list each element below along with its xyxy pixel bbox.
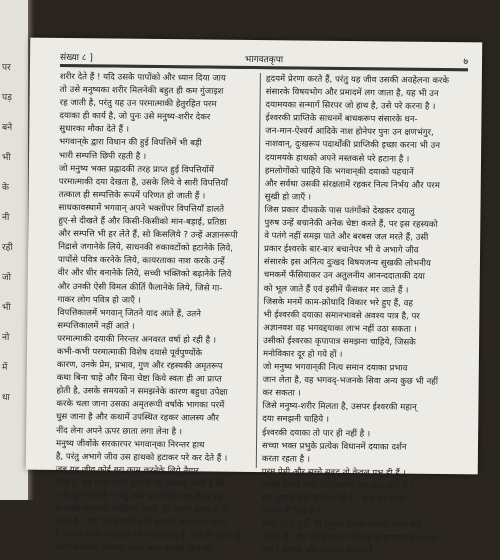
text-line: चमकमें फँसियाकर उन अतुलनीय आनन्ददाताकी दया — [263, 270, 425, 283]
text-line: साधकावस्थामें भगवान् अपने भक्तोंपर विपत्तियाँ डालते — [58, 202, 225, 215]
column-divider — [256, 73, 261, 468]
sliver-fragment: के — [2, 183, 9, 193]
text-line: उनकी दयामें न्याय और न्यायमें दया ओत-प्रोत है । — [261, 479, 414, 492]
text-line: सच्चा भक्त प्रभुके प्रत्येक विधानमें दयाका दर्शन — [261, 440, 407, 453]
text-line: भगवान्‌के द्वारा विधान की हुई विपत्तिमें भी बड़ी — [59, 137, 202, 149]
text-line: और सर्वथा उसकी संरक्षतामें रहकर नित्य निर्भय और परम — [264, 178, 440, 191]
text-line: परमात्माकी दया देखता है, उसके लिये वे सारी विपत्तियाँ — [58, 176, 228, 189]
magazine-title: भागवतकृपा — [244, 54, 284, 66]
book-page — [26, 38, 482, 557]
text-line: जान लेता है, वह भगवद्-भजनके सिवा अन्य कुछ भी नहीं — [262, 375, 439, 388]
text-line: शरीर देते हैं ! यदि उसके पापोंको और ध्यान दिया जाय — [59, 71, 226, 84]
text-line: जो मनुष्य भगवान्‌की नित्य समान दयाका प्रभाव — [262, 362, 408, 374]
text-line: लगाता है ! वह उसे ईश्वरका भेजा हुआ पुरस्कार समझकर — [261, 532, 438, 545]
text-line: रह जाती है, परंतु यह उन परमात्माकी हेतुरहित परम — [59, 98, 217, 110]
text-line: होती है, उसके समयको न समझनेके कारण बहुधा उपेक्षा — [56, 386, 228, 398]
sliver-fragment: नो — [2, 333, 10, 343]
sliver-fragment: धा — [2, 393, 10, 403]
sliver-fragment: बने — [2, 123, 13, 133]
text-line: है अथवा अपने भलाईकर जो उनका हाथ है, उसे परे हटाना है । — [55, 530, 247, 543]
text-line: पुरुष उन्हें बचानेकी अनेक चेष्टा करते हैं, पर इस रहस्यको — [264, 218, 438, 230]
text-line: उसीमें आनन्द और कल्याण मानता है । — [260, 545, 379, 557]
text-line: हुए-से दीखते हैं और किसी-किसीको मान-बड़ाई, प्रतिष्ठा — [58, 215, 227, 228]
text-line: सुधारका मौका देते हैं । — [59, 124, 130, 136]
text-line: कभी-कभी परमात्माकी विशेष दयासे पूर्वपुण्योंके — [56, 346, 203, 359]
text-line: पापोंसे पवित्र करनेके लिये, कायरताका नाश करके उन्हें — [57, 255, 225, 268]
text-line: जब यह जीव कोई बुरा काम करनेके लिये तैयार — [55, 464, 199, 477]
text-line: को भूल जाते हैं एवं इसीमें फँसकर मर जाते हैं । — [263, 283, 409, 296]
text-line: ' यह बुरा काम है ' परंतु काम या लोभके वश होकर वह — [55, 490, 223, 503]
text-line: समय-समयपर परमेश्वर उत्तम काम करनेके लिये भी — [54, 543, 212, 555]
text-line: गाकर लोग पवित्र हो जाएँ । — [57, 294, 141, 306]
text-line: नाशवान्, दुःखरूप पदार्थोंकी प्राप्तिकी इच्छा करना भी उन — [265, 139, 441, 152]
text-line: निद्रासे जगानेके लिये, साधनकी रुकावटोंको हटानेके लिये, — [58, 242, 234, 254]
text-line: भी ईश्वरकी दयाका समानभावसे अवश्य पात्र है, पर — [263, 309, 420, 322]
text-line: घुस जाना है और कथामें उपस्थित रहकर आलस्य और — [56, 412, 219, 425]
left-column — [55, 71, 256, 557]
text-line: हमलोगोंको चाहिये कि भगवान्‌की दयाको पहचानें — [264, 165, 414, 178]
right-column — [261, 73, 462, 559]
sliver-fragment: भी — [2, 303, 11, 313]
text-line: तत्काल ही सम्पत्तिके रूपमें परिणत हो जाती हैं । — [58, 189, 206, 202]
text-line: हृदयमें प्रेरणा करते हैं, परंतु यह जीव उसकी अवहेलना करके — [265, 74, 450, 87]
text-line: ईश्वरकी आज्ञाकी अवहेलना करके बुरे काममें प्रवृत्त हो ही — [55, 504, 229, 516]
text-line: विपत्तिकालमें भगवान् जितने याद आते हैं, उतने — [57, 307, 201, 320]
text-line: होता है, तब प्रायः उसके हृदयमें यह आवाज आती है कि — [55, 477, 225, 490]
text-line: परम प्रेमी और सच्चे सुहृद् तो केवल प्रभु ही हैं । — [261, 466, 406, 479]
sliver-fragment: पड़ — [2, 93, 12, 103]
text-line: दयाका ही कार्य है, जो पुनः उसे मनुष्य-शरीर देकर — [59, 111, 211, 123]
page-number: ७ — [463, 57, 469, 68]
text-line: कारण, उनके प्रेम, प्रभाव, गुण और रहस्यकी अमृतरूप — [56, 360, 223, 372]
text-line: जिसके मनमें काम-क्रोधादि विकार भरे हुए हैं, वह — [263, 296, 413, 309]
text-line: और उनकी ऐसी विमल कीर्ति फैलानेके लिये, जिसे गा- — [57, 281, 223, 294]
text-line: वे पतंगे नहीं समझ पाते और बरबस जल मरते हैं, उसी — [264, 231, 429, 243]
text-line: करता रहता है । — [261, 453, 311, 465]
text-line: मनोविकार दूर हो गये हों । — [262, 349, 343, 360]
text-line: जन-मान-ऐश्वर्य आदिके नाश होनेपर पुनः उन क्षणभंगुर, — [265, 126, 434, 139]
sliver-fragment: रही — [2, 243, 13, 253]
text-line: और सम्पत्ति भी हर लेते हैं, सो किसलिये ? उन्हें अज्ञानरूपी — [58, 229, 238, 241]
text-line: नींद लेना अपने ऊपर छाता लगा लेना है । — [56, 425, 183, 437]
sliver-fragment: नी — [2, 213, 10, 223]
text-line: सुखी हो जाएँ । — [264, 191, 312, 203]
text-line: वीर और धीर बनानेके लिये, सच्ची भक्तिको बढ़ानेके लिये — [57, 268, 232, 281]
text-line: दयामयके हाथको अपने मस्तकसे परे हटाना है । — [264, 152, 410, 165]
sliver-fragment: भी — [2, 153, 11, 163]
text-line: भक्त तो मृत्युको भी प्रभुका प्रसाद मानकर प्रेमसे गले — [261, 519, 421, 531]
text-line: जो मनुष्य भक्त प्रह्लादकी तरह प्राप्त हुई विपत्तियोंमें — [58, 163, 214, 176]
text-line: भारी सम्पत्ति छिपी रहती है । — [58, 150, 147, 162]
text-line: मनुष्य जीवोंके सरकारपर भगवान्‌का निरन्तर हाथ — [55, 438, 205, 451]
text-line: संसारके विषयभोग और प्रमादमें लग जाता है, यह भी उन — [265, 87, 439, 100]
text-line: परमात्माकी दयाकी निरन्तर अनवरत वर्षा हो रही है । — [57, 333, 217, 346]
sliver-fragment: जो — [2, 273, 12, 283]
text-line: जिस प्रकार दीपकके पास पतंगोंको देखकर दयालु — [264, 205, 415, 217]
text-line: ईश्वरकी प्राप्तिके साधनमें बाधकरूप संसारके धन- — [265, 113, 418, 125]
text-line: है, परंतु अभागे जीव उस हाथको हटाकर परे कर देते हैं । — [55, 451, 228, 464]
text-line: करके चला जाना उसका अमृतरूपी वर्षाके भागका परमें — [56, 399, 225, 412]
text-line: ईश्वरकी दयाका तो पार ही नहीं है । — [262, 427, 371, 439]
text-line: कथा बिना चाहे और बिना चेष्टा किये स्वतः ही आ प्राप्त — [56, 373, 222, 385]
issue-label: संख्या ८ ] — [60, 52, 93, 64]
text-line: प्रकार ईश्वरके बार-बार बचानेपर भी वे अभागे जीव — [264, 244, 419, 256]
text-line: दयाका ही चिह्न है । — [261, 506, 321, 517]
text-line: उसीको ईश्वरका कृपापात्र समझना चाहिये, जिसके — [263, 335, 416, 348]
text-line: जाता है—यही उन कृपासिन्धुकी कृपाकी अवहेलना करना — [55, 517, 228, 529]
text-line: जिसे मनुष्य-शरीर मिलता है, उसपर ईश्वरकी महान् — [262, 401, 417, 414]
text-line: सब कुछ प्रभुका पुरस्कार ही है । मृत्यु भी उनकी — [261, 493, 407, 505]
text-line: अज्ञानवश वह भगवद्दयाका लाभ नहीं उठा सकता । — [263, 322, 417, 335]
text-line: दया समझनी चाहिये । — [262, 414, 330, 426]
text-line: कर सकता । — [262, 388, 301, 399]
text-line: दयामयका सन्मार्ग सिरपर जो हाथ है, उसे परे करना है । — [265, 100, 436, 113]
sliver-fragment: में — [2, 363, 8, 373]
sliver-fragment: पर — [2, 63, 11, 73]
text-line: सम्पत्तिकालमें नहीं आते । — [57, 320, 135, 332]
text-line: तो उसे मनुष्यका शरीर मिलनेकी बहुत ही कम गुंजाइश — [59, 85, 224, 97]
text-line: संसारके इस अनित्य दुःखद विषयजन्य सुखकी लोभनीय — [263, 257, 431, 270]
